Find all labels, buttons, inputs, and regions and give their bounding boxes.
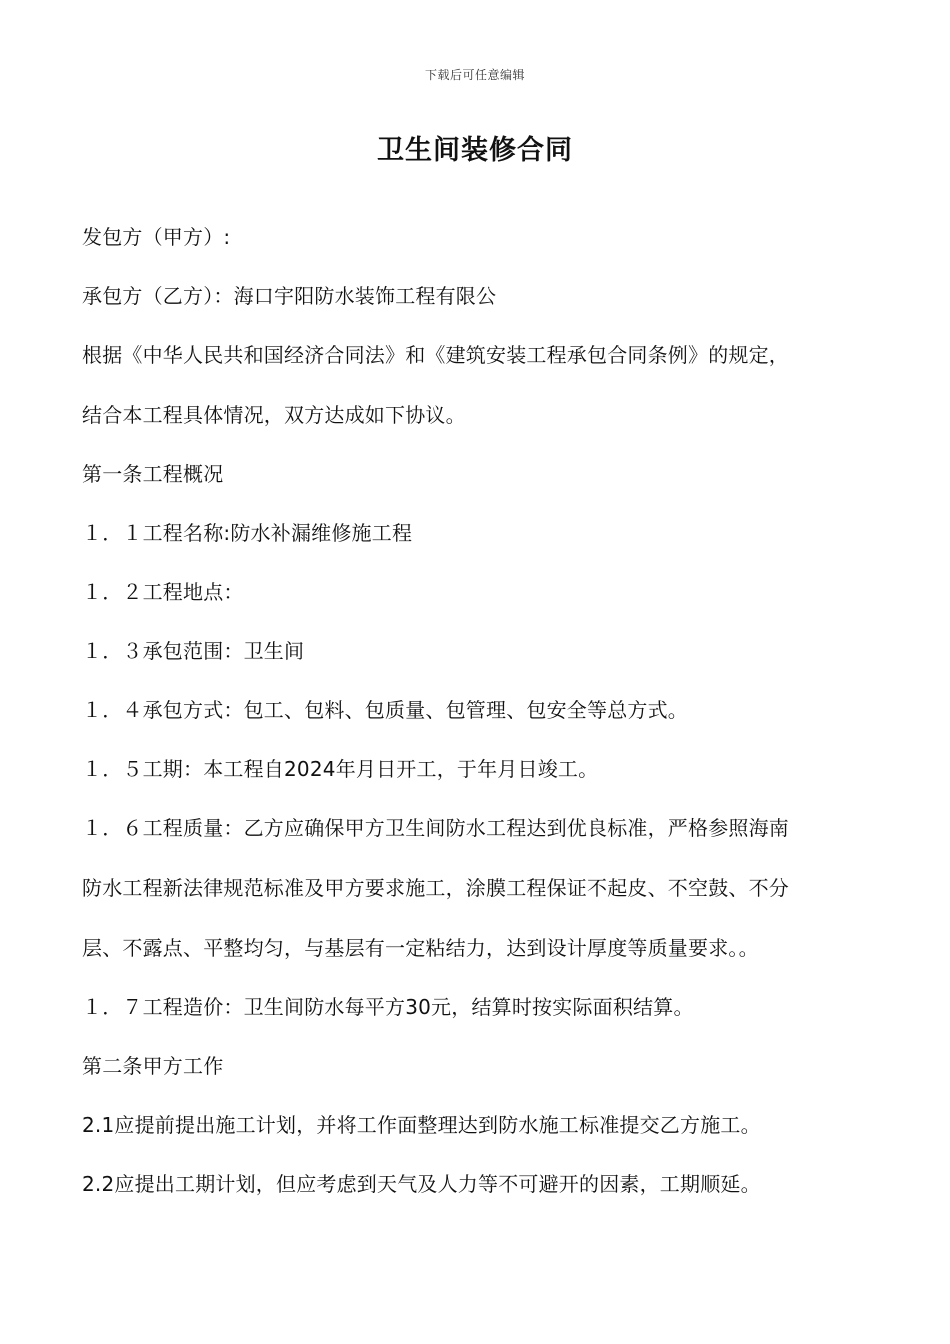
party-a-line: 发包方（甲方）: — [82, 225, 231, 249]
clause-1-7: １．７工程造价：卫生间防水每平方30元，结算时按实际面积结算。 — [82, 995, 694, 1019]
document-title: 卫生间装修合同 — [377, 135, 573, 166]
article-1-heading: 第一条工程概况 — [82, 462, 224, 486]
clause-2-2: 2.2应提出工期计划，但应考虑到天气及人力等不可避开的因素，工期顺延。 — [82, 1172, 761, 1196]
clause-2-1: 2.1应提前提出施工计划，并将工作面整理达到防水施工标准提交乙方施工。 — [82, 1113, 761, 1137]
article-2-heading: 第二条甲方工作 — [82, 1054, 224, 1078]
party-b-line: 承包方（乙方）：海口宇阳防水装饰工程有限公 — [82, 284, 497, 308]
header-note: 下载后可任意编辑 — [424, 68, 525, 82]
clause-1-6-line-3: 层、不露点、平整均匀，与基层有一定粘结力，达到设计厚度等质量要求。。 — [82, 936, 759, 960]
clause-1-6-line-1: １．６工程质量：乙方应确保甲方卫生间防水工程达到优良标准，严格参照海南 — [82, 816, 789, 840]
preamble-line-1: 根据《中华人民共和国经济合同法》和《建筑安装工程承包合同条例》的规定， — [82, 343, 789, 367]
clause-1-3: １．３承包范围：卫生间 — [82, 639, 305, 663]
clause-1-4: １．４承包方式：包工、包料、包质量、包管理、包安全等总方式。 — [82, 698, 688, 722]
preamble-line-2: 结合本工程具体情况，双方达成如下协议。 — [82, 403, 466, 427]
clause-1-5: １．５工期：本工程自2024年月日开工，于年月日竣工。 — [82, 757, 599, 781]
clause-1-6-line-2: 防水工程新法律规范标准及甲方要求施工，涂膜工程保证不起皮、不空鼓、不分 — [82, 876, 789, 900]
clause-1-2: １．２工程地点： — [82, 580, 244, 604]
clause-1-1: １．１工程名称:防水补漏维修施工程 — [82, 521, 413, 545]
